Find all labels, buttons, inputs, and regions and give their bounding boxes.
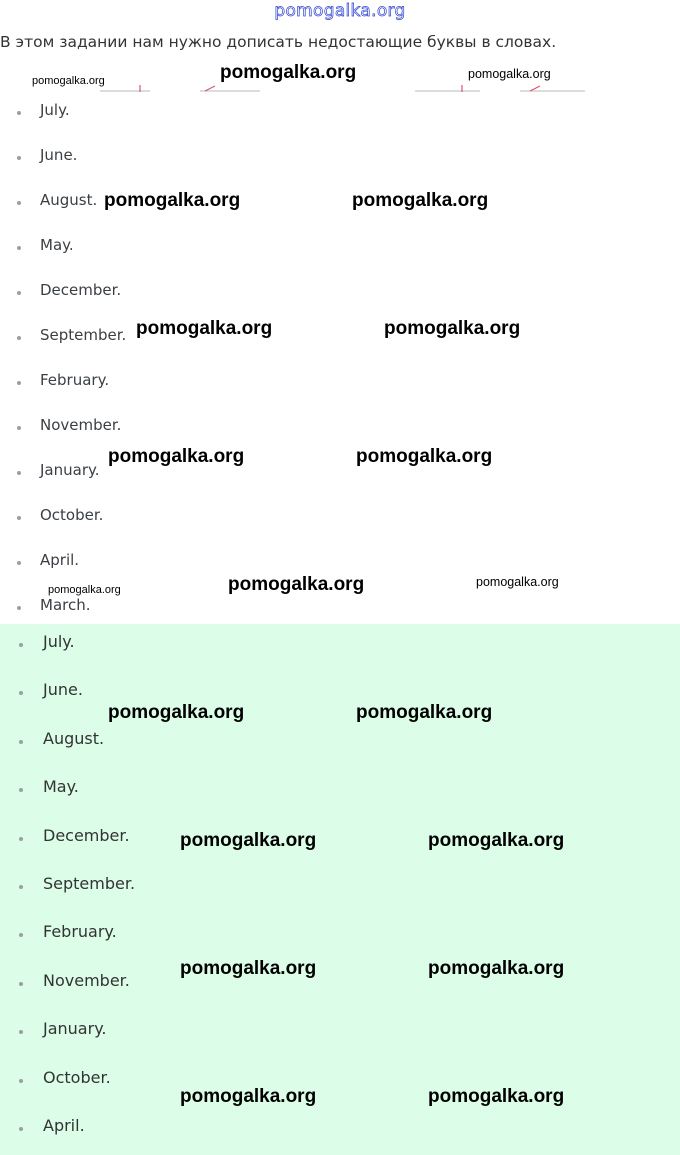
bullet-icon <box>17 516 21 520</box>
bullet-icon <box>17 336 21 340</box>
month-word: April. <box>40 551 80 569</box>
bullet-icon <box>17 291 21 295</box>
bullet-icon <box>19 982 23 986</box>
bullet-icon <box>19 740 23 744</box>
month-word: January. <box>43 1019 107 1039</box>
watermark-text: pomogalka.org <box>228 574 365 595</box>
month-word: September. <box>40 326 127 344</box>
watermark-text: pomogalka.org <box>356 446 493 467</box>
month-word: July. <box>43 632 75 651</box>
month-word: June. <box>43 680 83 700</box>
bullet-icon <box>19 1079 23 1083</box>
watermark-text: pomogalka.org <box>428 1086 565 1107</box>
month-word: November. <box>40 416 122 434</box>
watermark-text: pomogalka.org <box>180 958 317 979</box>
month-word: November. <box>43 970 130 990</box>
watermark-text: pomogalka.org <box>428 830 565 851</box>
bullet-icon <box>19 885 23 889</box>
month-word: May. <box>43 777 79 797</box>
bullet-icon <box>17 606 21 610</box>
watermark-text: pomogalka.org <box>136 318 273 339</box>
month-word: December. <box>43 825 130 845</box>
watermark-text: pomogalka.org <box>220 62 357 83</box>
bullet-icon <box>17 426 21 430</box>
bullet-icon <box>19 1127 23 1131</box>
watermark-text: pomogalka.org <box>180 830 317 851</box>
watermark-text: pomogalka.org <box>32 75 105 87</box>
watermark-text: pomogalka.org <box>356 702 493 723</box>
bullet-icon <box>17 111 21 115</box>
intro-text: В этом задании нам нужно дописать недостающие буквы в словах. <box>0 33 557 51</box>
month-word: February. <box>40 371 110 389</box>
bullet-icon <box>19 837 23 841</box>
month-word: February. <box>43 922 117 942</box>
month-word: October. <box>40 506 104 524</box>
bullet-icon <box>17 201 21 205</box>
watermark-text: pomogalka.org <box>384 318 521 339</box>
month-word: March. <box>40 596 91 614</box>
month-word: April. <box>43 1116 85 1135</box>
month-word: June. <box>40 146 78 164</box>
month-word: October. <box>43 1067 111 1087</box>
bullet-icon <box>17 561 21 565</box>
watermark-text: pomogalka.org <box>108 446 245 467</box>
month-word: August. <box>43 728 105 748</box>
watermark-text: pomogalka.org <box>468 67 551 81</box>
month-word: May. <box>40 236 74 254</box>
month-word: September. <box>43 874 136 893</box>
month-word: December. <box>40 281 122 299</box>
bullet-icon <box>19 643 23 647</box>
site-logo: pomogalka.org <box>274 1 406 21</box>
bullet-icon <box>17 381 21 385</box>
month-word: July. <box>40 101 70 119</box>
watermark-text: pomogalka.org <box>108 702 245 723</box>
month-word: August. <box>40 191 98 209</box>
watermark-text: pomogalka.org <box>352 190 489 211</box>
watermark-text: pomogalka.org <box>428 958 565 979</box>
watermark-text: pomogalka.org <box>104 190 241 211</box>
bullet-icon <box>17 156 21 160</box>
watermark-text: pomogalka.org <box>48 584 121 596</box>
month-word: January. <box>40 461 100 479</box>
bullet-icon <box>17 471 21 475</box>
bullet-icon <box>17 246 21 250</box>
watermark-text: pomogalka.org <box>476 575 559 589</box>
watermark-text: pomogalka.org <box>180 1086 317 1107</box>
